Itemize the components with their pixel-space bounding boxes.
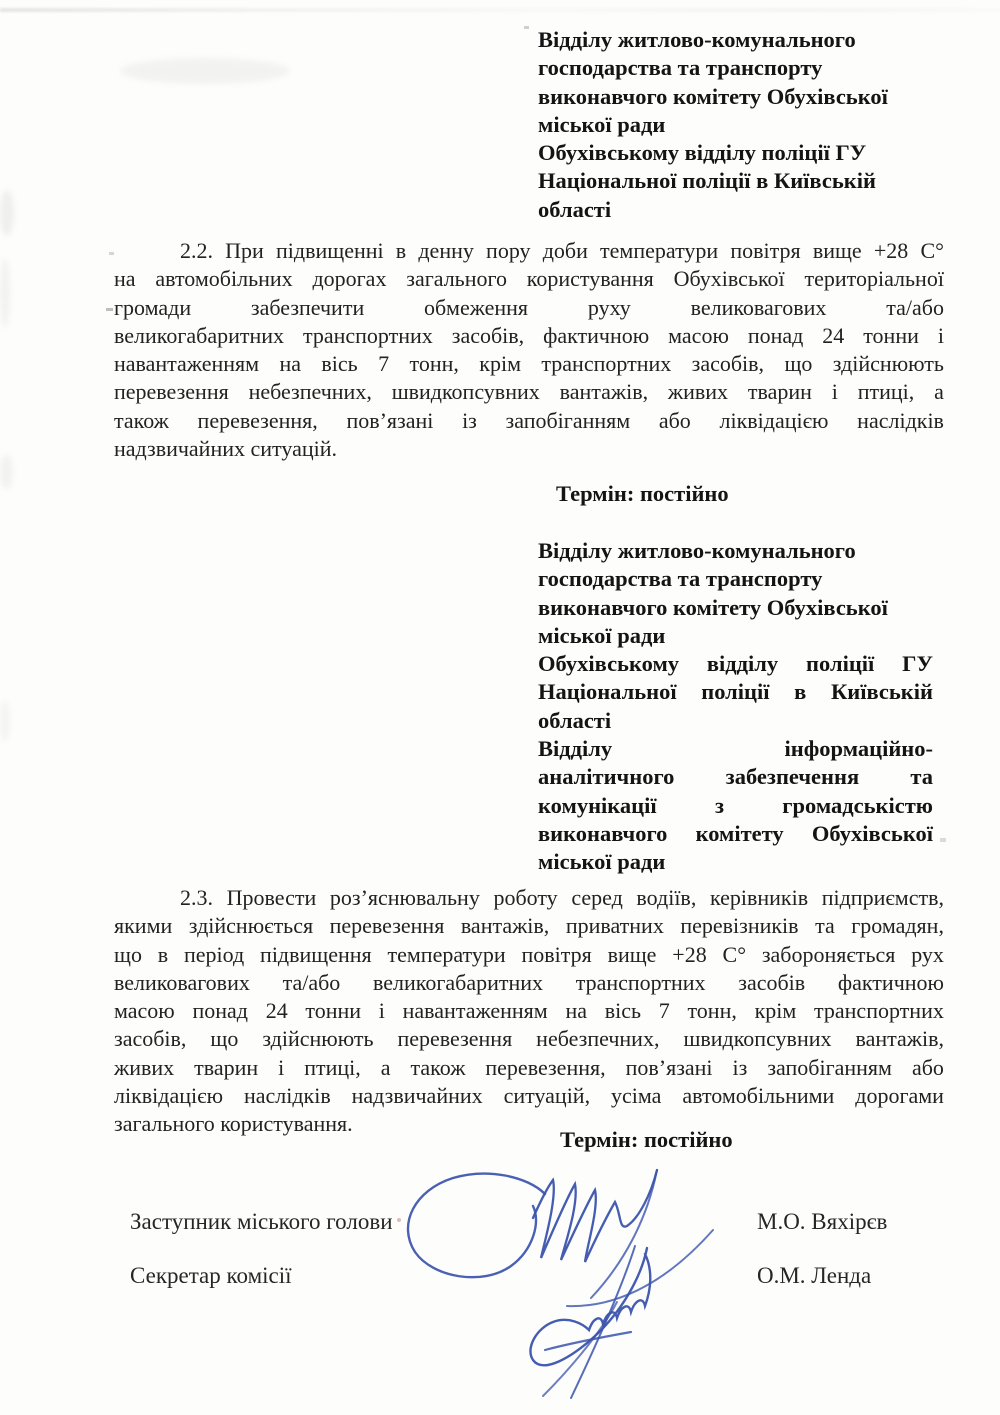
paragraph-2-3 [114,884,944,1139]
signer-name-vyakhirev: М.О. Вяхірєв [757,1209,888,1234]
text-line: ліквідацією наслідків надзвичайних ситуацій, усіма автомобільними дорогами [114,1083,944,1109]
text-line: комунікації з громадськістю [538,792,933,818]
text-line: надзвичайних ситуацій. [114,436,337,462]
text-line: масою понад 24 тонни і навантаженням на вісь 7 тонн, крім транспортних [114,998,944,1024]
text-line: Відділу інформаційно- [538,736,933,762]
text-line: перевезення небезпечних, швидкопсувних вантажів, живих тварин і птиці, а [114,379,944,405]
text-line: Відділу житлово-комунального [538,538,856,563]
text-line: виконавчого комітету Обухівської [538,594,888,620]
text-line: господарства та транспорту [538,55,823,81]
scan-smudge [0,455,13,489]
text-line: Відділу житлово-комунального [538,27,856,52]
scan-smudge [0,190,14,236]
scan-mark [106,308,113,311]
text-line: області [538,196,612,222]
signer-title-deputy-mayor: Заступник міського голови [130,1209,393,1234]
ink-speck [397,1218,401,1222]
text-line: на автомобільних дорогах загального користування Обухівської територіальної [114,266,944,292]
text-line: аналітичного забезпечення та [538,764,933,790]
text-line: якими здійснюється перевезення вантажів, приватних перевізників та громадян, [114,913,944,939]
text-line: міської ради [538,111,666,137]
scan-smudge [120,58,290,84]
scan-mark [524,26,529,29]
text-line: громади забезпечити обмеження руху великовагових та/або [114,294,944,320]
handwritten-signature [395,1160,725,1405]
scan-streak [0,8,1000,12]
text-line: що в період підвищення температури повітря вище +28 С° забороняється рух [114,941,944,967]
text-line: великовагових та/або великогабаритних транспортних засобів фактичною [114,969,944,995]
signature-ink-icon [395,1160,725,1405]
term-label-2: Термін: постійно [560,1127,733,1152]
text-line: господарства та транспорту [538,566,823,592]
text-line: живих тварин і птиці, а також перевезення, пов’язані із запобіганням або [114,1054,944,1080]
text-line: виконавчого комітету Обухівської [538,820,933,846]
text-line: Обухівському відділу поліції ГУ [538,140,867,166]
recipient-block-top [538,26,933,224]
text-line: області [538,707,612,733]
scan-smudge [0,258,10,328]
text-line: Обухівському відділу поліції ГУ [538,651,933,677]
text-line: 2.2. При підвищенні в денну пору доби температури повітря вище +28 С° [180,238,944,263]
text-line: засобів, що здійснюють перевезення небезпечних, швидкопсувних вантажів, [114,1026,944,1052]
term-label-1: Термін: постійно [556,481,729,506]
recipient-block-middle [538,537,933,877]
paragraph-2-2 [114,237,944,463]
text-line: міської ради [538,622,666,648]
text-line: загального користування. [114,1111,353,1137]
text-line: також перевезення, пов’язані із запобіганням або ліквідацією наслідків [114,407,944,433]
signer-title-secretary: Секретар комісії [130,1263,292,1288]
text-line: Національної поліції в Київській [538,679,933,705]
signer-name-lenda: О.М. Ленда [757,1263,872,1288]
text-line: виконавчого комітету Обухівської [538,83,888,109]
text-line: 2.3. Провести роз’яснювальну роботу серед водіїв, керівників підприємств, [180,885,944,910]
text-line: навантаженням на вісь 7 тонн, крім транспортних засобів, що здійснюють [114,351,944,377]
scan-smudge [0,700,10,742]
scan-mark [940,838,946,842]
text-line: великогабаритних транспортних засобів, фактичною масою понад 24 тонни і [114,322,944,348]
text-line: Національної поліції в Київській [538,168,876,194]
text-line: міської ради [538,849,666,875]
